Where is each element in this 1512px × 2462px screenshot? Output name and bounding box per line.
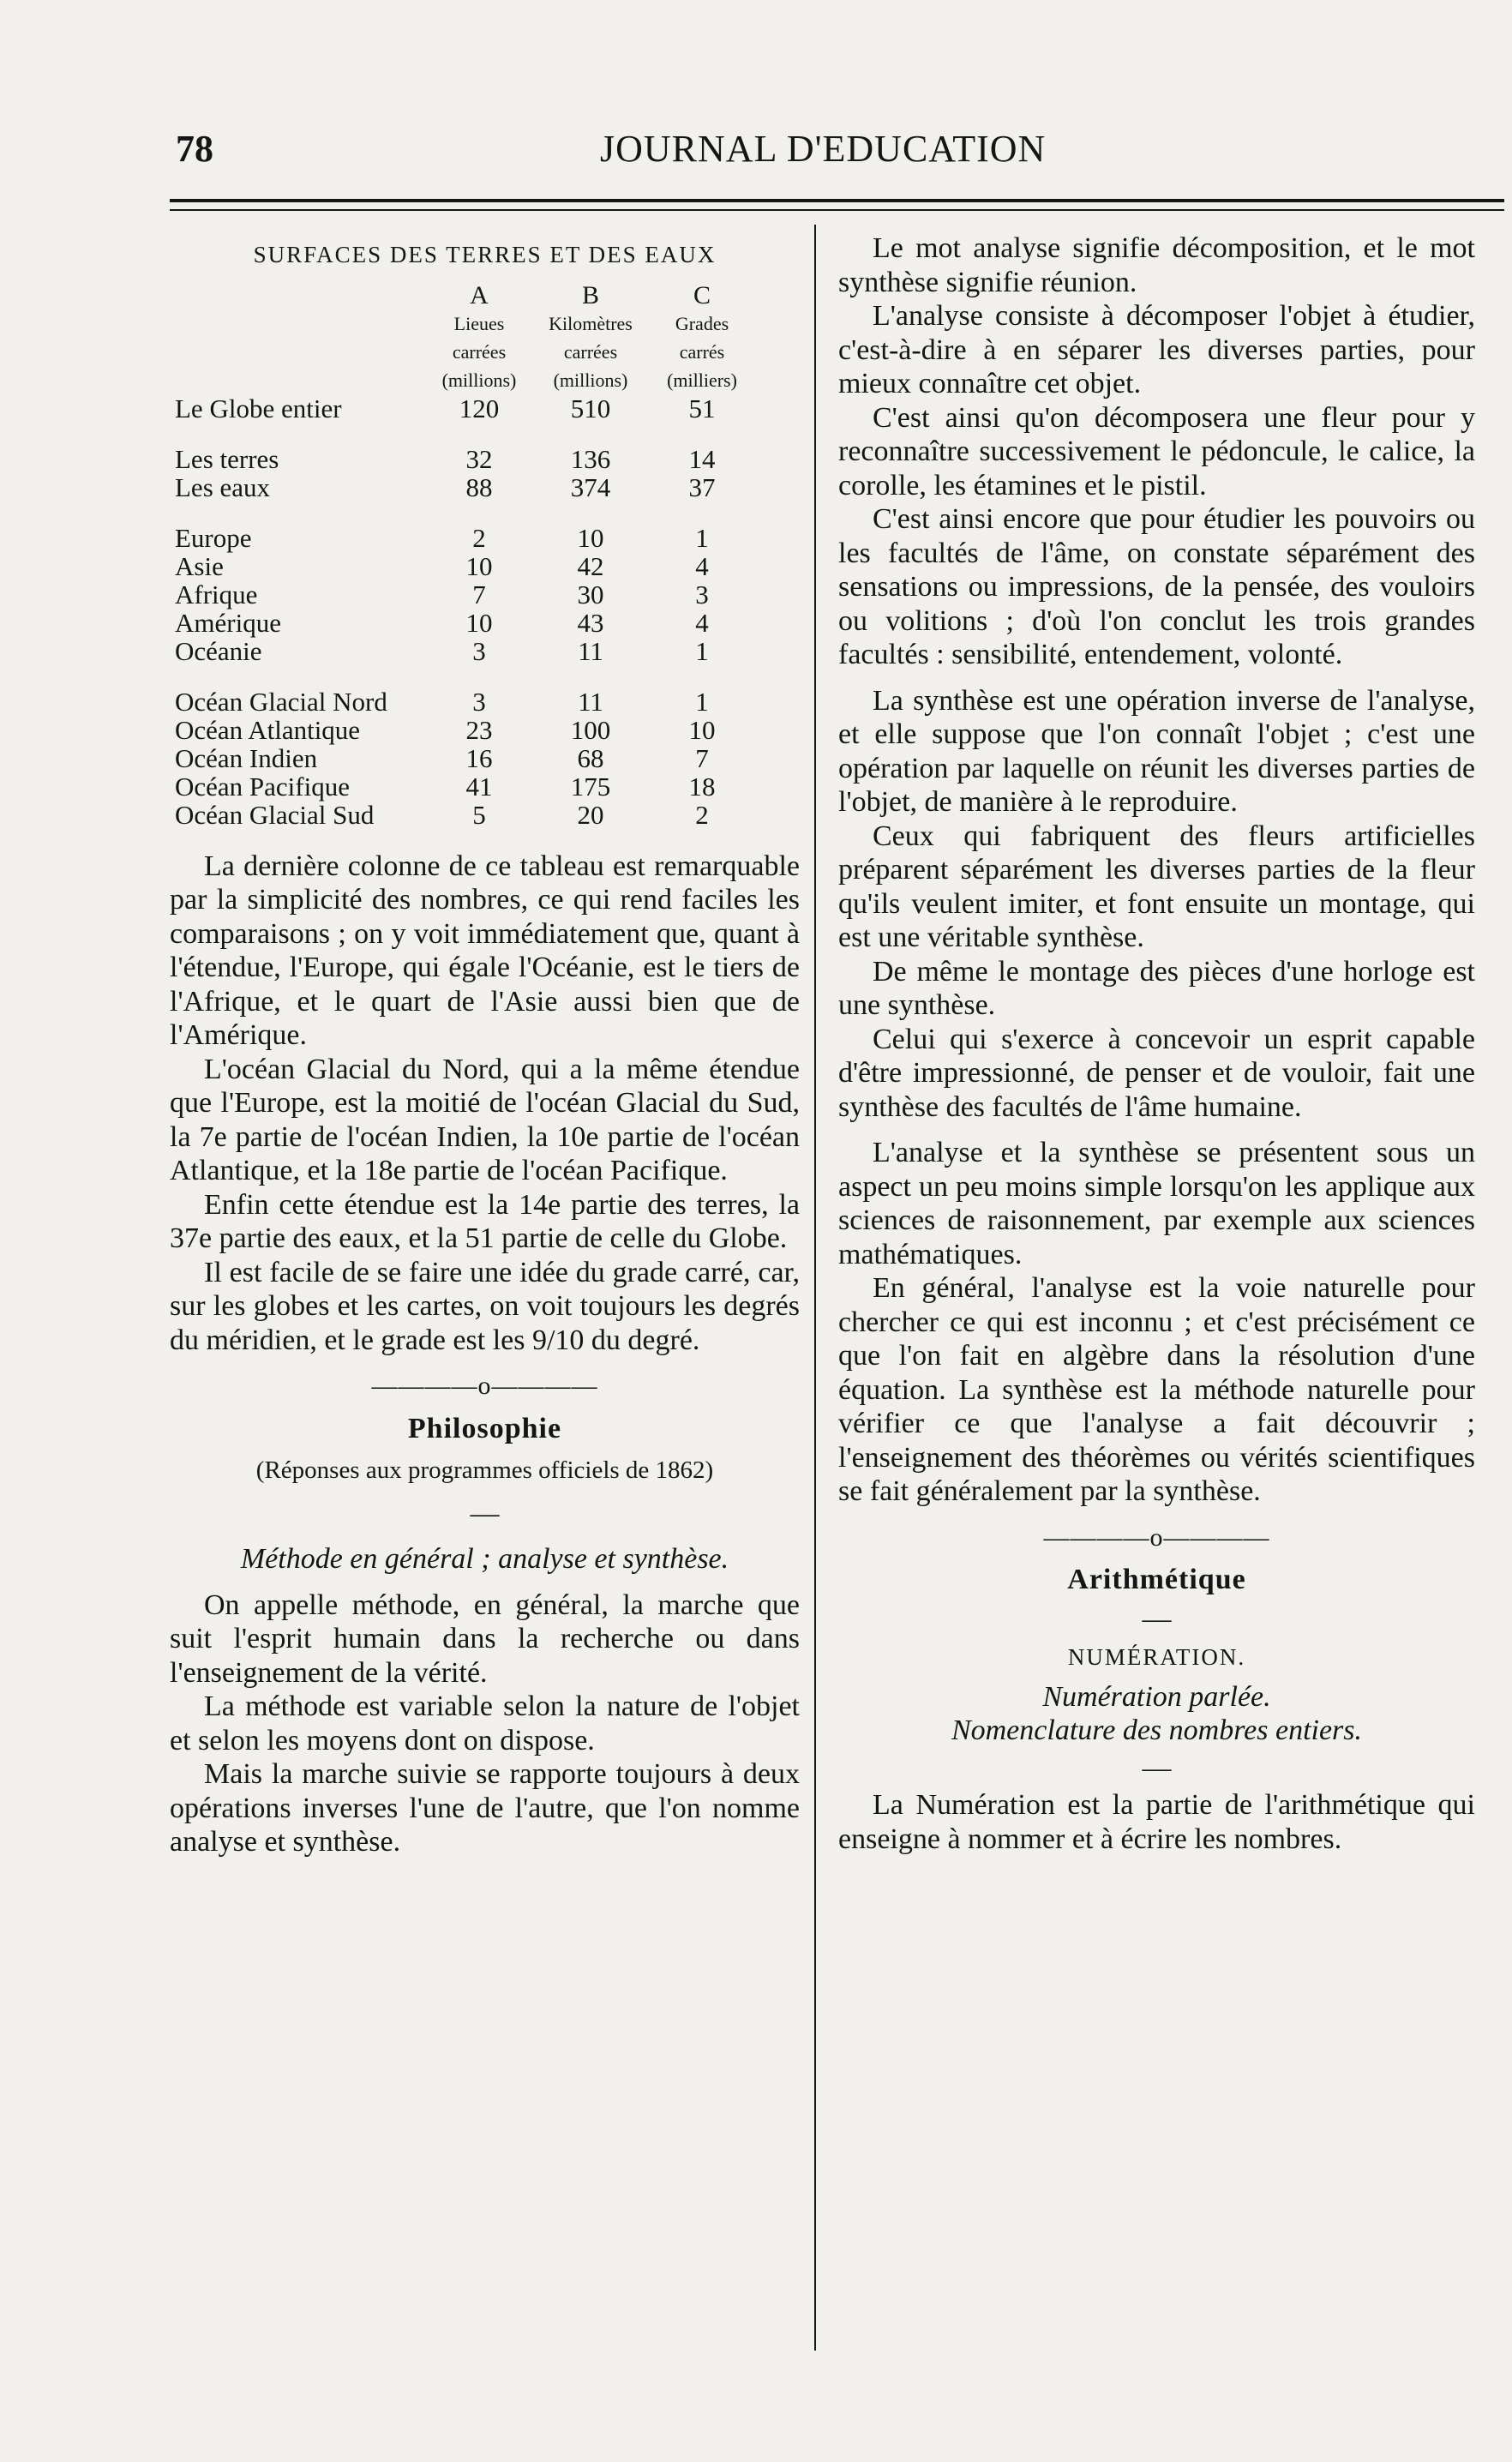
section-separator: ————o———— (371, 1372, 598, 1400)
paragraph: La synthèse est une opération inverse de l'analyse, et elle suppose que l'on connaît l'objet ; c'est une opération par laquelle on réunit les diverses parties de l'objet, de manière à le reproduire. (838, 684, 1475, 818)
paragraph: C'est ainsi qu'on décomposera une fleur pour y reconnaître successivement le pédoncule, le calice, la corolle, les étamines et le pistil. (838, 401, 1475, 501)
table-row (175, 524, 758, 552)
col-unit-b: Kilomètres carrées (millions) (549, 312, 633, 391)
cell-b: 100 (570, 714, 611, 745)
cell-b: 43 (577, 607, 604, 638)
table-row (175, 473, 758, 501)
cell-b: 68 (577, 742, 604, 773)
left-column (170, 231, 800, 1859)
row-label: Asie (175, 550, 224, 581)
row-label: Les eaux (175, 471, 271, 502)
section-title: Arithmétique (1067, 1564, 1246, 1595)
cell-a: 2 (472, 522, 486, 553)
paragraph: Le mot analyse signifie décomposition, et le mot synthèse signifie réunion. (838, 232, 1475, 298)
col-unit-a: Lieues carrées (millions) (441, 312, 517, 391)
dash-separator: — (1142, 1602, 1172, 1635)
page-number: 78 (176, 128, 213, 170)
table-group-spacer (175, 423, 758, 445)
paragraph: L'analyse et la synthèse se présentent sous un aspect un peu moins simple lorsqu'on les applique aux sciences de raisonnement, par exemple aux sciences mathématiques. (838, 1137, 1475, 1270)
table-letter-row (175, 281, 758, 309)
table-group-spacer (175, 501, 758, 524)
cell-b: 510 (570, 393, 611, 423)
cell-a: 120 (459, 393, 500, 423)
table-unit-row (175, 309, 758, 394)
cell-b: 42 (577, 550, 604, 581)
col-unit-c: Grades carrés (milliers) (667, 312, 737, 391)
table-group-spacer (175, 665, 758, 688)
right-column (838, 231, 1475, 1856)
dash-separator: — (1142, 1751, 1172, 1784)
row-label: Océan Atlantique (175, 714, 361, 745)
cell-c: 4 (695, 607, 709, 638)
paragraph: En général, l'analyse est la voie naturelle pour chercher ce qui est inconnu ; et c'est précisément ce que l'on fait en algèbre dans la résolution d'une équation. La synthèse est la méthode naturelle pour vérifier ce que l'analyse a fait découvrir ; l'enseignement des théorèmes ou vérités scientifiques se fait généralement par la synthèse. (838, 1272, 1475, 1507)
cell-b: 374 (570, 471, 611, 502)
table-row (175, 688, 758, 716)
paragraph: L'océan Glacial du Nord, qui a la même étendue que l'Europe, est la moitié de l'océan Glacial du Sud, la 7e partie de l'océan Indien, la 10e partie de l'océan Atlantique, et la 18e partie de l'océan Pacifique. (170, 1053, 800, 1186)
row-label: Europe (175, 522, 252, 553)
row-label: Océan Glacial Nord (175, 686, 387, 717)
subsection-title: NUMÉRATION. (1067, 1644, 1246, 1670)
cell-c: 37 (688, 471, 716, 502)
paragraph: L'analyse consiste à décomposer l'objet à étudier, c'est-à-dire à en séparer les diverses parties, pour mieux connaître cet objet. (838, 300, 1475, 399)
cell-a: 3 (472, 686, 486, 717)
cell-a: 10 (465, 607, 493, 638)
cell-b: 20 (577, 799, 604, 830)
cell-c: 14 (688, 443, 716, 474)
topic-title: Numération parlée. (1042, 1680, 1271, 1713)
header-rule-thick (170, 199, 1504, 202)
cell-a: 16 (465, 742, 493, 773)
row-label: Le Globe entier (175, 393, 342, 423)
table-row (175, 744, 758, 772)
section-subtitle: (Réponses aux programmes officiels de 1862) (255, 1456, 714, 1484)
cell-c: 4 (695, 550, 709, 581)
cell-c: 1 (695, 635, 709, 666)
topic-title: Méthode en général ; analyse et synthèse. (240, 1543, 729, 1575)
topic-title: Nomenclature des nombres entiers. (951, 1714, 1363, 1746)
row-label: Amérique (175, 607, 281, 638)
page-header (0, 127, 1512, 178)
paragraph: La Numération est la partie de l'arithmétique qui enseigne à nommer et à écrire les nombres. (838, 1789, 1475, 1855)
header-rule-thin (170, 209, 1504, 211)
cell-c: 1 (695, 522, 709, 553)
paragraph: La dernière colonne de ce tableau est remarquable par la simplicité des nombres, ce qui rend faciles les comparaisons ; on y voit immédiatement que, quant à l'étendue, l'Europe, qui égale l'Océanie, est le tiers de l'Afrique, et le quart de l'Asie aussi bien que de l'Amérique. (170, 850, 800, 1051)
cell-a: 41 (465, 771, 493, 802)
cell-b: 175 (570, 771, 611, 802)
paragraph: Il est facile de se faire une idée du grade carré, car, sur les globes et les cartes, on voit toujours les degrés du méridien, et le grade est les 9/10 du degré. (170, 1256, 800, 1356)
table-row (175, 445, 758, 473)
paragraph: Ceux qui fabriquent des fleurs artificielles préparent séparément les diverses parties de la fleur qu'ils veulent imiter, et font ensuite un montage, qui est une véritable synthèse. (838, 820, 1475, 953)
cell-c: 10 (688, 714, 716, 745)
cell-a: 3 (472, 635, 486, 666)
cell-a: 88 (465, 471, 493, 502)
row-label: Afrique (175, 579, 258, 609)
column-divider (814, 225, 816, 2351)
col-letter-a: A (470, 280, 489, 309)
cell-a: 7 (472, 579, 486, 609)
cell-c: 1 (695, 686, 709, 717)
row-label: Océan Glacial Sud (175, 799, 375, 830)
col-letter-b: B (581, 280, 599, 309)
cell-c: 3 (695, 579, 709, 609)
section-title: Philosophie (407, 1412, 562, 1444)
paragraph: C'est ainsi encore que pour étudier les pouvoirs ou les facultés de l'âme, on constate séparément des sensations ou impressions, de la pensée, des vouloirs ou volitions ; d'où l'on conclut les trois grandes facultés : sensibilité, entendement, volonté. (838, 503, 1475, 670)
cell-b: 10 (577, 522, 604, 553)
table-row (175, 394, 758, 423)
paragraph: De même le montage des pièces d'une horloge est une synthèse. (838, 955, 1475, 1021)
table-row (175, 716, 758, 744)
section-separator: ————o———— (1043, 1522, 1270, 1552)
row-label: Océan Indien (175, 742, 318, 773)
journal-title: JOURNAL D'EDUCATION (600, 128, 1047, 170)
table-row (175, 801, 758, 829)
cell-c: 2 (695, 799, 709, 830)
cell-b: 11 (578, 686, 603, 717)
cell-c: 18 (688, 771, 716, 802)
table-row (175, 580, 758, 609)
paragraph: On appelle méthode, en général, la marche que suit l'esprit humain dans la recherche ou dans l'enseignement de la vérité. (170, 1588, 800, 1689)
paragraph: Enfin cette étendue est la 14e partie des terres, la 37e partie des eaux, et la 51 partie de celle du Globe. (170, 1188, 800, 1254)
cell-c: 7 (695, 742, 709, 773)
table-row (175, 609, 758, 637)
cell-b: 136 (570, 443, 611, 474)
cell-a: 23 (465, 714, 493, 745)
col-letter-c: C (693, 280, 711, 309)
table-row (175, 772, 758, 801)
cell-b: 11 (578, 635, 603, 666)
cell-c: 51 (688, 393, 716, 423)
dash-separator: — (470, 1497, 500, 1529)
cell-a: 10 (465, 550, 493, 581)
cell-b: 30 (577, 579, 604, 609)
cell-a: 32 (465, 443, 493, 474)
table-title: SURFACES DES TERRES ET DES EAUX (253, 242, 717, 267)
row-label: Les terres (175, 443, 279, 474)
cell-a: 5 (472, 799, 486, 830)
paragraph: Celui qui s'exerce à concevoir un esprit capable d'être impressionné, de penser et de vouloir, fait une synthèse des facultés de l'âme humaine. (838, 1023, 1475, 1123)
table-row (175, 637, 758, 665)
row-label: Océanie (175, 635, 262, 666)
surfaces-table (175, 281, 758, 829)
paragraph: Mais la marche suivie se rapporte toujours à deux opérations inverses l'une de l'autre, que l'on nomme analyse et synthèse. (170, 1758, 800, 1858)
table-row (175, 552, 758, 580)
paragraph: La méthode est variable selon la nature de l'objet et selon les moyens dont on dispose. (170, 1690, 800, 1756)
row-label: Océan Pacifique (175, 771, 350, 802)
